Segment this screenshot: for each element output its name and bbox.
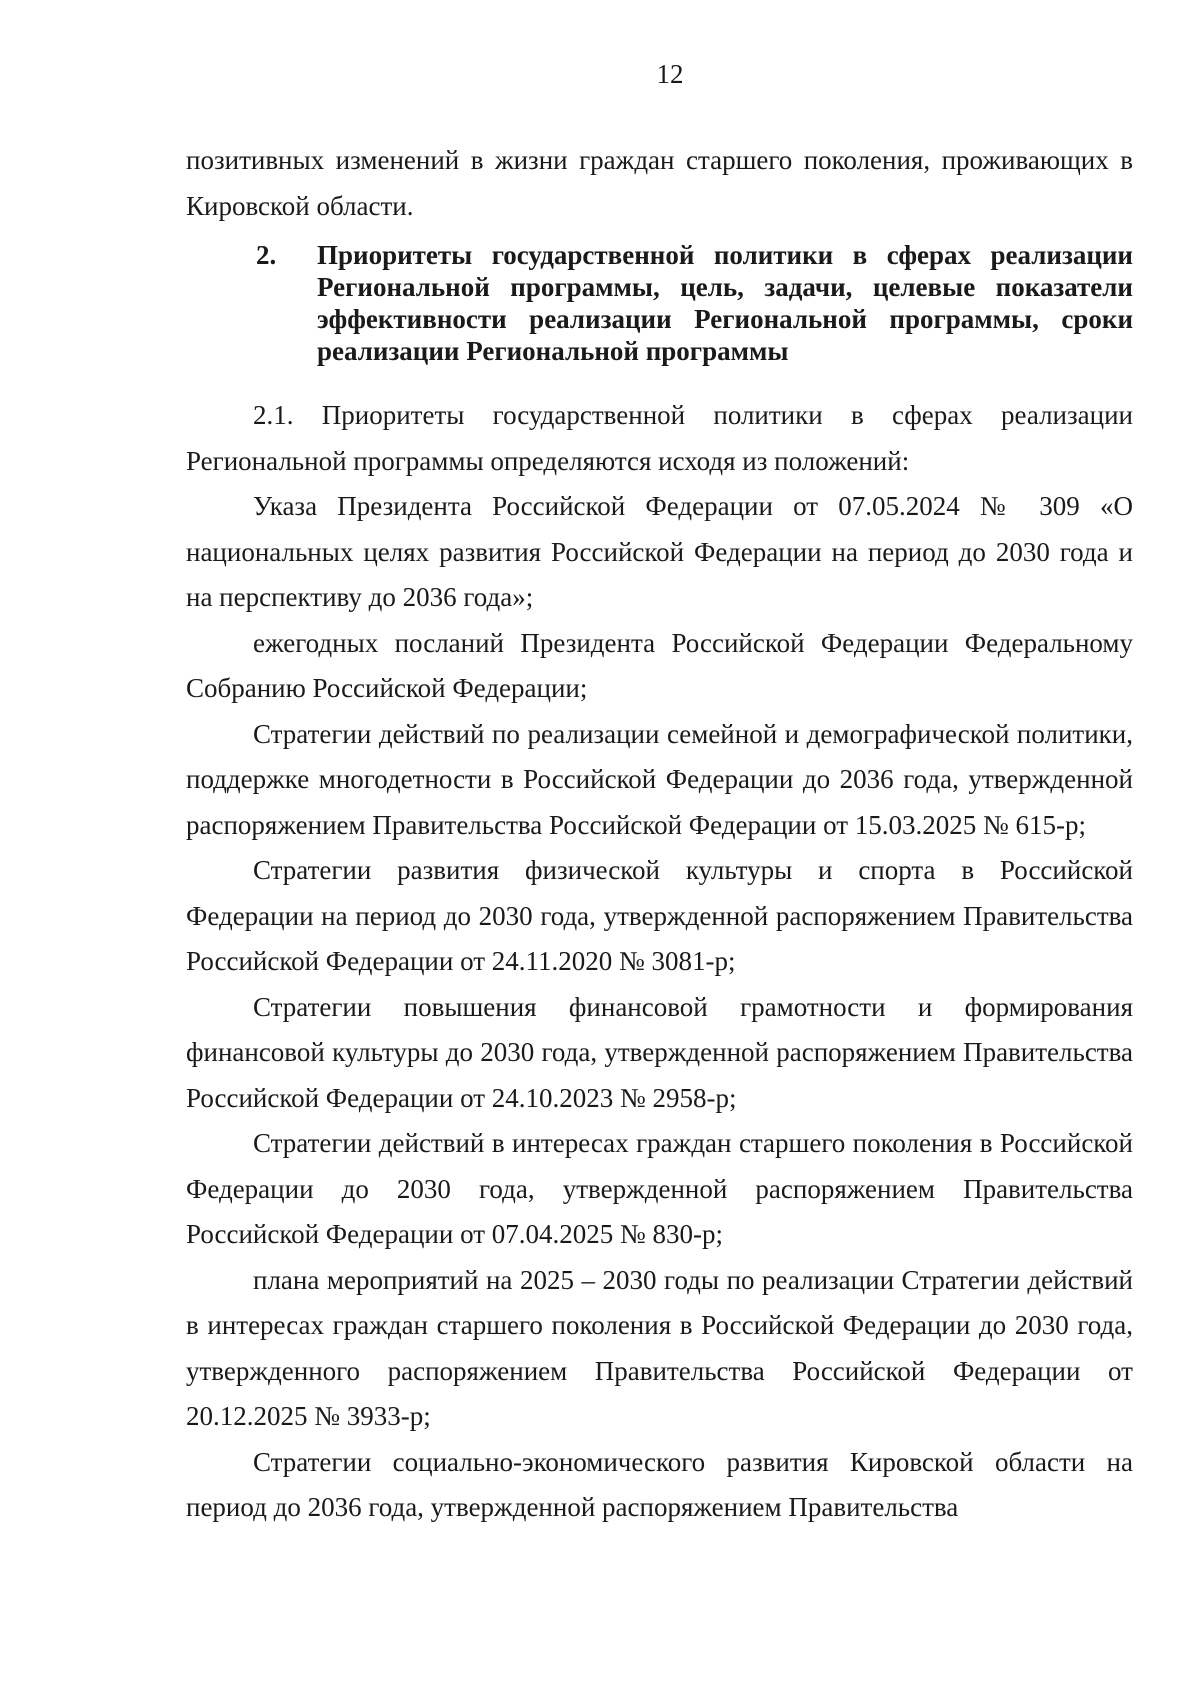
paragraph-annual-addresses: ежегодных посланий Президента Российской Федерации Федеральному Собранию Российской Федерации; [186, 627, 1133, 703]
paragraph-elderly-strategy: Стратегии действий в интересах граждан старшего поколения в Российской Федерации до 2030 года, утвержденной распоряжением Правительства Российской Федерации от 07.04.2025 № 830-р; [186, 1128, 1133, 1249]
page-number: 12 [656, 59, 684, 89]
paragraph-family-strategy: Стратегии действий по реализации семейной и демографической политики, поддержке многодетности в Российской Федерации до 2036 года, утвержденной распоряжением Правительства Российской Федерации от 15.03.2025 № 615-р; [186, 718, 1133, 840]
paragraph-presidential-decree: Указа Президента Российской Федерации от 07.05.2024 № 309 «О национальных целях развития Российской Федерации на период до 2030 года и на перспективу до 2036 года»; [186, 491, 1133, 612]
paragraph-priorities: 2.1. Приоритеты государственной политики в сферах реализации Региональной программы определяются исходя из положений: [186, 400, 1133, 476]
paragraph-regional-strategy: Стратегии социально-экономического развития Кировской области на период до 2036 года, утвержденной распоряжением Правительства [186, 1446, 1133, 1522]
continuation-paragraph: позитивных изменений в жизни граждан старшего поколения, проживающих в Кировской области. [186, 145, 1133, 221]
section-title: Приоритеты государственной политики в сферах реализации Региональной программы, цель, задачи, целевые показатели эффективности реализации Региональной программы, сроки реализации Региональной программы [317, 240, 1133, 366]
section-number: 2. [256, 240, 277, 270]
paragraph-sport-strategy: Стратегии развития физической культуры и спорта в Российской Федерации на период до 2030 года, утвержденной распоряжением Правительства Российской Федерации от 24.11.2020 № 3081-р; [186, 855, 1133, 976]
document-body [186, 138, 1133, 1531]
paragraph-financial-literacy-strategy: Стратегии повышения финансовой грамотности и формирования финансовой культуры до 2030 года, утвержденной распоряжением Правительства Российской Федерации от 24.10.2023 № 2958-р; [186, 991, 1133, 1113]
paragraph-action-plan: плана мероприятий на 2025 – 2030 годы по реализации Стратегии действий в интересах граждан старшего поколения в Российской Федерации до 2030 года, утвержденного распоряжением Правительства Российской Федерации от 20.12.2025 № 3933-р; [186, 1264, 1133, 1431]
section-heading [186, 239, 1133, 367]
